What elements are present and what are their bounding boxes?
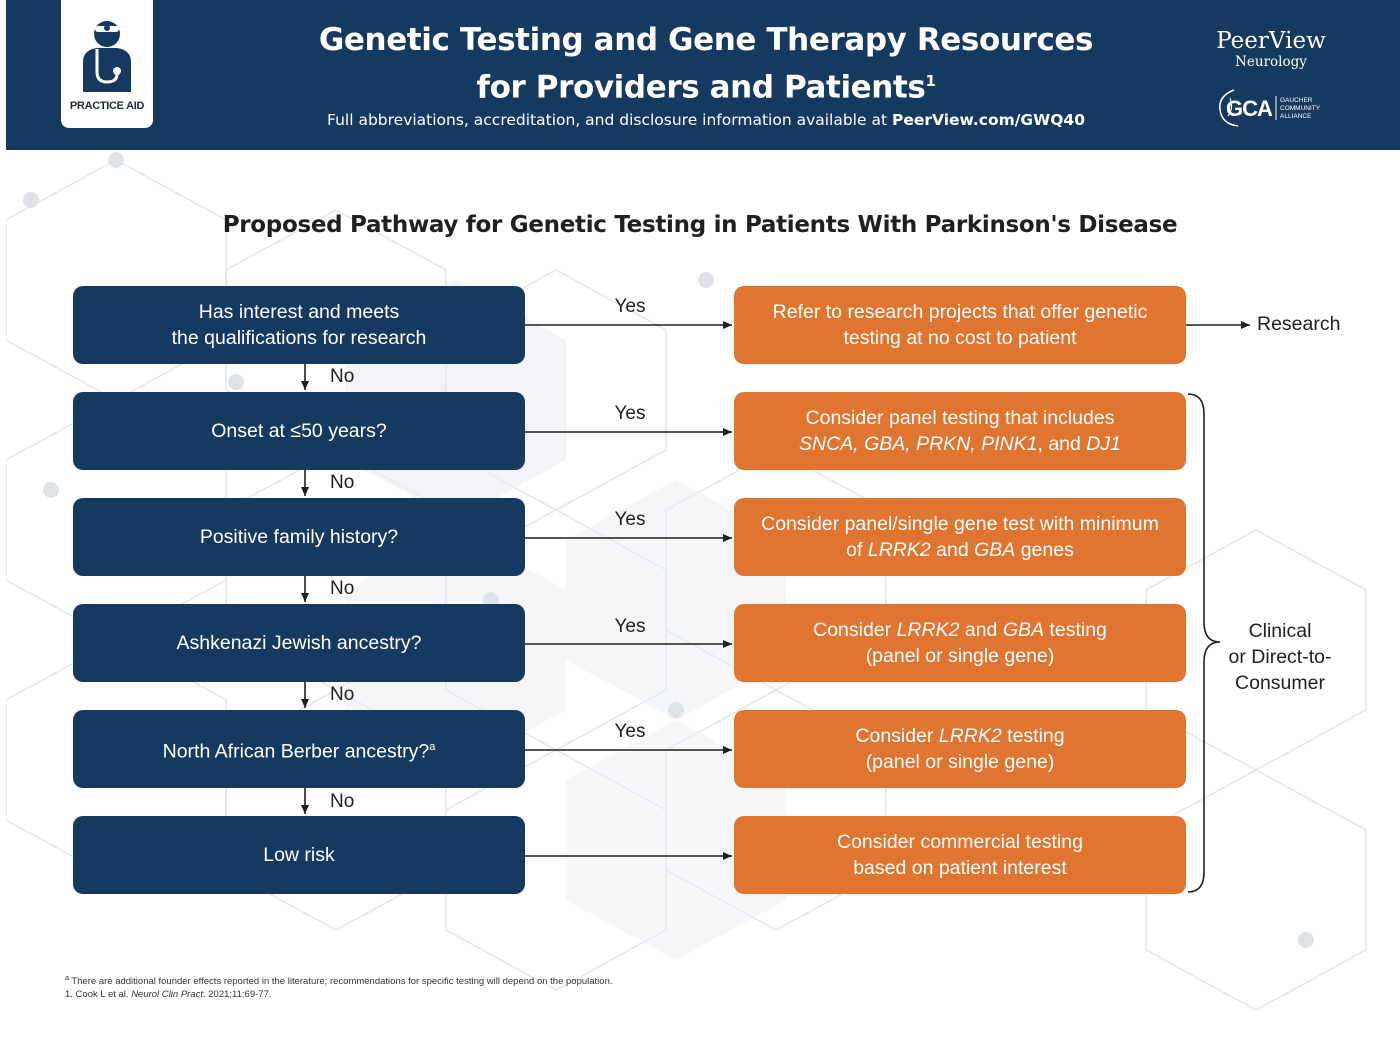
gene-name: GBA — [1002, 619, 1045, 641]
text-part: Consider — [855, 725, 939, 747]
outcome-line: Consider panel testing that includes — [805, 407, 1115, 429]
gene-name: PRKN — [916, 433, 971, 455]
reference-suffix: . 2021;11:69-77. — [203, 989, 272, 1001]
separator: , — [970, 433, 982, 455]
gene-name: PINK1 — [981, 433, 1038, 455]
outcome-line — [855, 723, 1064, 749]
footnote-reference — [65, 988, 865, 1001]
gene-name: LRRK2 — [867, 539, 931, 561]
gene-name: DJ1 — [1086, 433, 1121, 455]
text-part: of — [846, 539, 868, 561]
outcome-line: (panel or single gene) — [865, 751, 1055, 773]
question-research-text — [172, 299, 427, 351]
subtitle-text: Full abbreviations, accreditation, and disclosure information available at — [327, 111, 892, 129]
no-label-5: No — [330, 791, 355, 812]
reference-journal: Neurol Clin Pract — [131, 989, 203, 1001]
outcome-research — [734, 286, 1186, 364]
outcome-research-text — [773, 299, 1148, 351]
yes-label-1: Yes — [614, 296, 646, 317]
question-line — [163, 734, 436, 765]
outcome-single-gene — [734, 498, 1186, 576]
no-label-1: No — [330, 366, 355, 387]
question-line: Positive family history? — [199, 526, 399, 548]
outcome-lrrk2 — [734, 710, 1186, 788]
research-label: Research — [1257, 313, 1341, 335]
separator: , — [905, 433, 917, 455]
title-citation: 1 — [925, 72, 936, 90]
gene-name: LRRK2 — [938, 725, 1002, 747]
clinical-label-line: Consumer — [1235, 672, 1325, 694]
no-label-4: No — [330, 684, 355, 705]
reference-prefix: 1. Cook L et al. — [65, 989, 132, 1001]
text-part: genes — [1015, 539, 1074, 561]
clinical-label-line: Clinical — [1248, 620, 1312, 642]
diagram-title: Proposed Pathway for Genetic Testing in Patients With Parkinson's Disease — [222, 212, 1178, 238]
gene-name: GBA — [974, 539, 1016, 561]
gca-name-2: COMMUNITY — [1280, 105, 1321, 112]
outcome-commercial-text — [837, 829, 1083, 881]
footnote-marker: a — [429, 740, 436, 753]
peerview-sub-logo: Neurology — [1235, 54, 1307, 70]
gene-name: LRRK2 — [896, 619, 960, 641]
yes-label-4: Yes — [614, 616, 646, 637]
footnotes — [65, 972, 865, 1001]
gca-name-3: ALLIANCE — [1280, 113, 1312, 120]
gene-name: SNCA — [799, 433, 854, 455]
question-research — [73, 286, 525, 364]
outcome-commercial — [734, 816, 1186, 894]
outcome-line: (panel or single gene) — [865, 645, 1055, 667]
yes-label-2: Yes — [614, 403, 646, 424]
question-line: the qualifications for research — [171, 327, 427, 349]
clinical-label — [1218, 618, 1342, 696]
yes-label-3: Yes — [614, 509, 646, 530]
outcome-lrrk2-gba-text — [813, 617, 1107, 669]
outcome-line: Consider commercial testing — [836, 831, 1083, 853]
clinical-brace — [1188, 394, 1220, 892]
outcome-line — [799, 431, 1121, 457]
text-part: and — [959, 619, 1003, 641]
footnote-a — [65, 972, 865, 988]
outcome-line — [761, 537, 1159, 563]
question-ashkenazi — [73, 604, 525, 682]
text-part: testing — [1044, 619, 1107, 641]
outcome-line — [813, 617, 1107, 643]
outcome-line: Consider panel/single gene test with minimum — [761, 513, 1159, 535]
separator: , — [853, 433, 865, 455]
separator: , and — [1037, 433, 1087, 455]
question-berber-text: North African Berber ancestry? — [162, 740, 430, 763]
peerview-logo: PeerView — [1216, 28, 1326, 54]
question-line: Low risk — [263, 844, 335, 866]
badge-label: PRACTICE AID — [69, 100, 145, 112]
outcome-line: based on patient interest — [853, 857, 1067, 879]
outcome-line: testing at no cost to patient — [843, 327, 1077, 349]
text-part: Consider — [813, 619, 897, 641]
gca-name-1: GAUCHER — [1280, 97, 1313, 104]
no-label-3: No — [330, 578, 355, 599]
title-line-2-text: for Providers and Patients — [476, 69, 926, 106]
question-onset — [73, 392, 525, 470]
gene-name: GBA — [864, 433, 906, 455]
outcome-lrrk2-text — [855, 723, 1064, 775]
question-line: Has interest and meets — [198, 301, 400, 323]
yes-label-5: Yes — [614, 721, 646, 742]
question-family-history — [73, 498, 525, 576]
footnote-a-marker: a — [65, 975, 69, 982]
question-low-risk — [73, 816, 525, 894]
subtitle-link[interactable]: PeerView.com/GWQ40 — [891, 111, 1085, 129]
question-berber — [73, 710, 525, 788]
footnote-a-text: There are additional founder effects reported in the literature; recommendations for specific testing will depend on the population. — [68, 976, 613, 988]
outcome-lrrk2-gba — [734, 604, 1186, 682]
question-line: Onset at ≤50 years? — [211, 420, 387, 442]
outcome-panel-text — [799, 405, 1121, 457]
gca-logo-text: GCA — [1226, 96, 1272, 121]
outcome-line: Refer to research projects that offer genetic — [772, 301, 1148, 323]
clinical-label-line: or Direct-to- — [1228, 646, 1332, 668]
text-part: testing — [1001, 725, 1065, 747]
title-line-1: Genetic Testing and Gene Therapy Resources — [318, 22, 1094, 58]
outcome-panel-testing — [734, 392, 1186, 470]
outcome-single-gene-text — [761, 511, 1159, 563]
no-label-2: No — [330, 472, 355, 493]
question-line: Ashkenazi Jewish ancestry? — [176, 632, 422, 654]
text-part: and — [930, 539, 975, 561]
